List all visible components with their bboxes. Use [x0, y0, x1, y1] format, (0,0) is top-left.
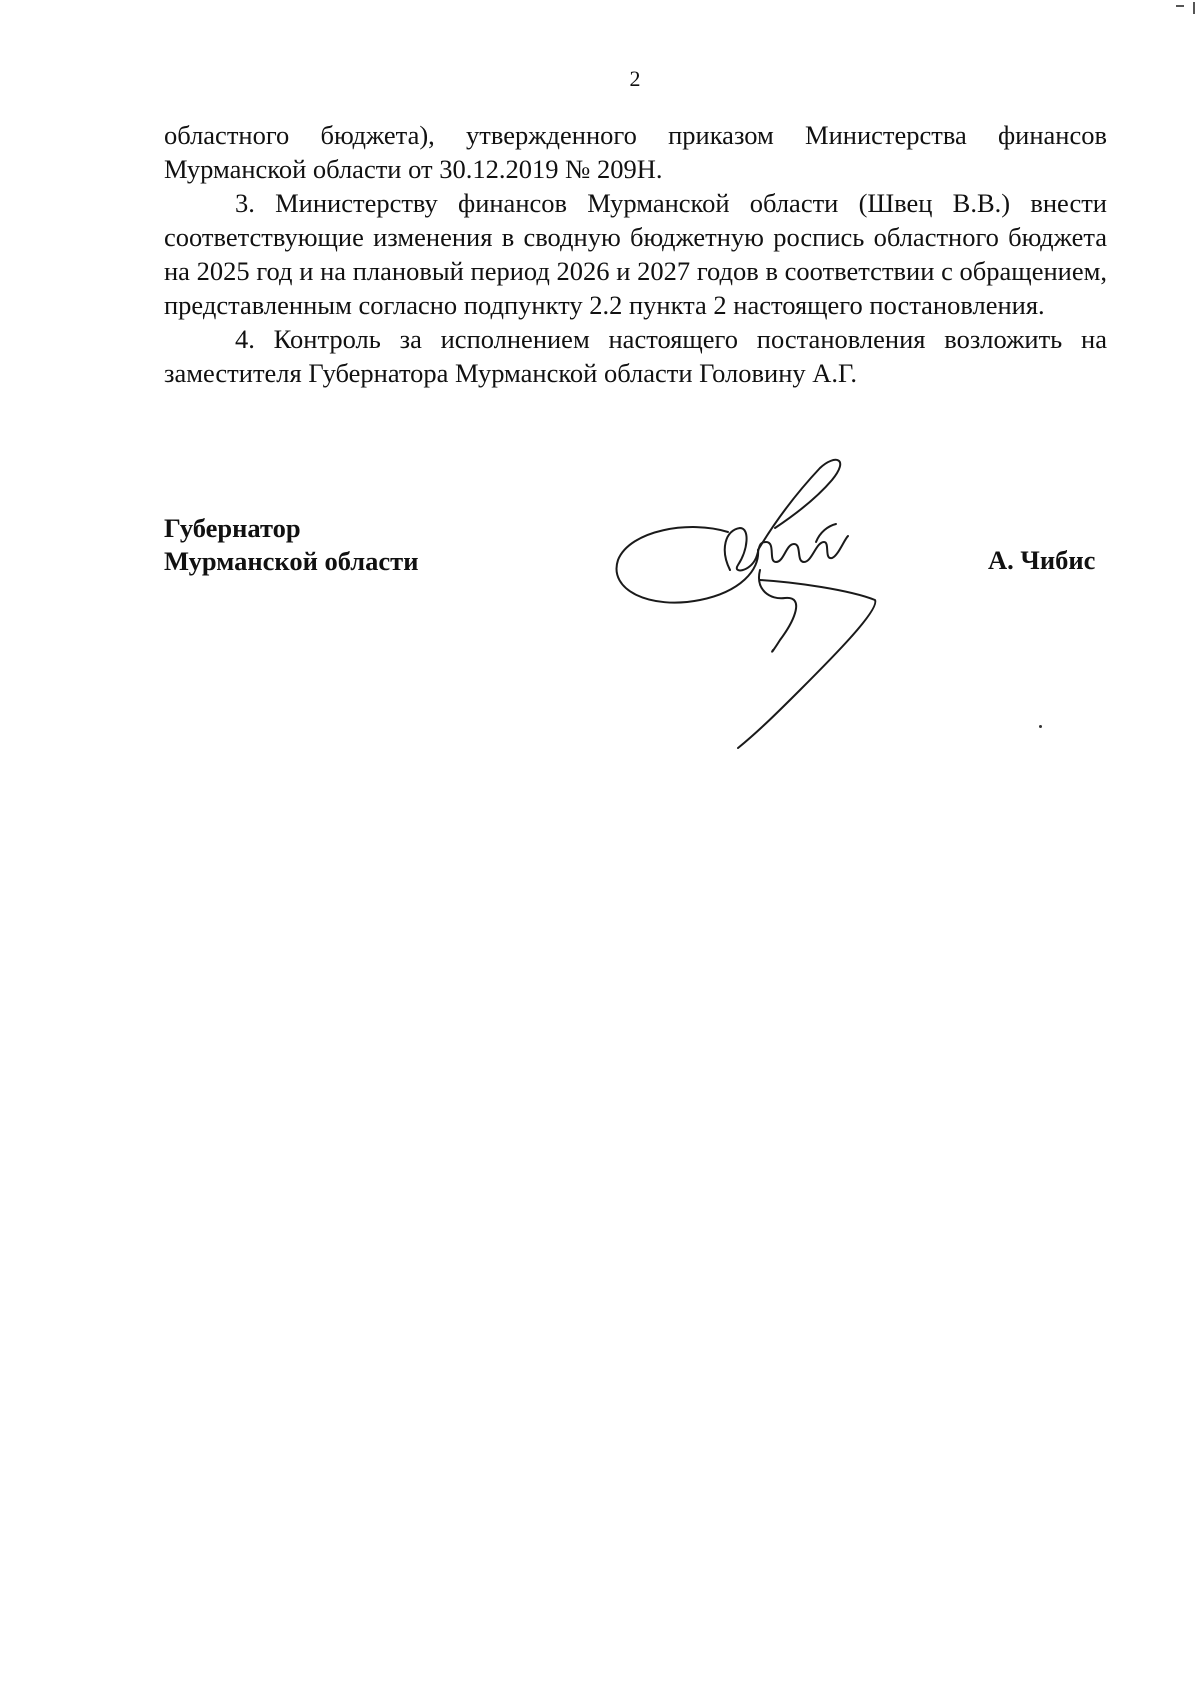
document-body [164, 118, 1107, 390]
scan-dot [1039, 725, 1042, 728]
scan-artifact-mark [1172, 0, 1200, 20]
signatory-name: А. Чибис [988, 545, 1096, 575]
page-number: 2 [629, 66, 641, 91]
paragraph-item-3: 3. Министерству финансов Мурманской области (Швец В.В.) внести соответствующие изменения в сводную бюджетную роспись областного бюджета на 2025 год и на плановый период 2026 и 2027 годов в соответствии с обращением, представленным согласно подпункту 2.2 пункта 2 настоящего постановления. [164, 188, 1107, 320]
signatory-title-line2: Мурманской области [164, 546, 419, 576]
paragraph-item-4: 4. Контроль за исполнением настоящего постановления возложить на заместителя Губернатора Мурманской области Головину А.Г. [164, 324, 1107, 388]
handwritten-signature-icon [610, 450, 930, 750]
signatory-title-line1: Губернатор [164, 513, 301, 543]
signatory-title [164, 512, 418, 578]
paragraph-continuation: областного бюджета), утвержденного приказом Министерства финансов Мурманской области от 30.12.2019 № 209Н. [164, 120, 1107, 184]
